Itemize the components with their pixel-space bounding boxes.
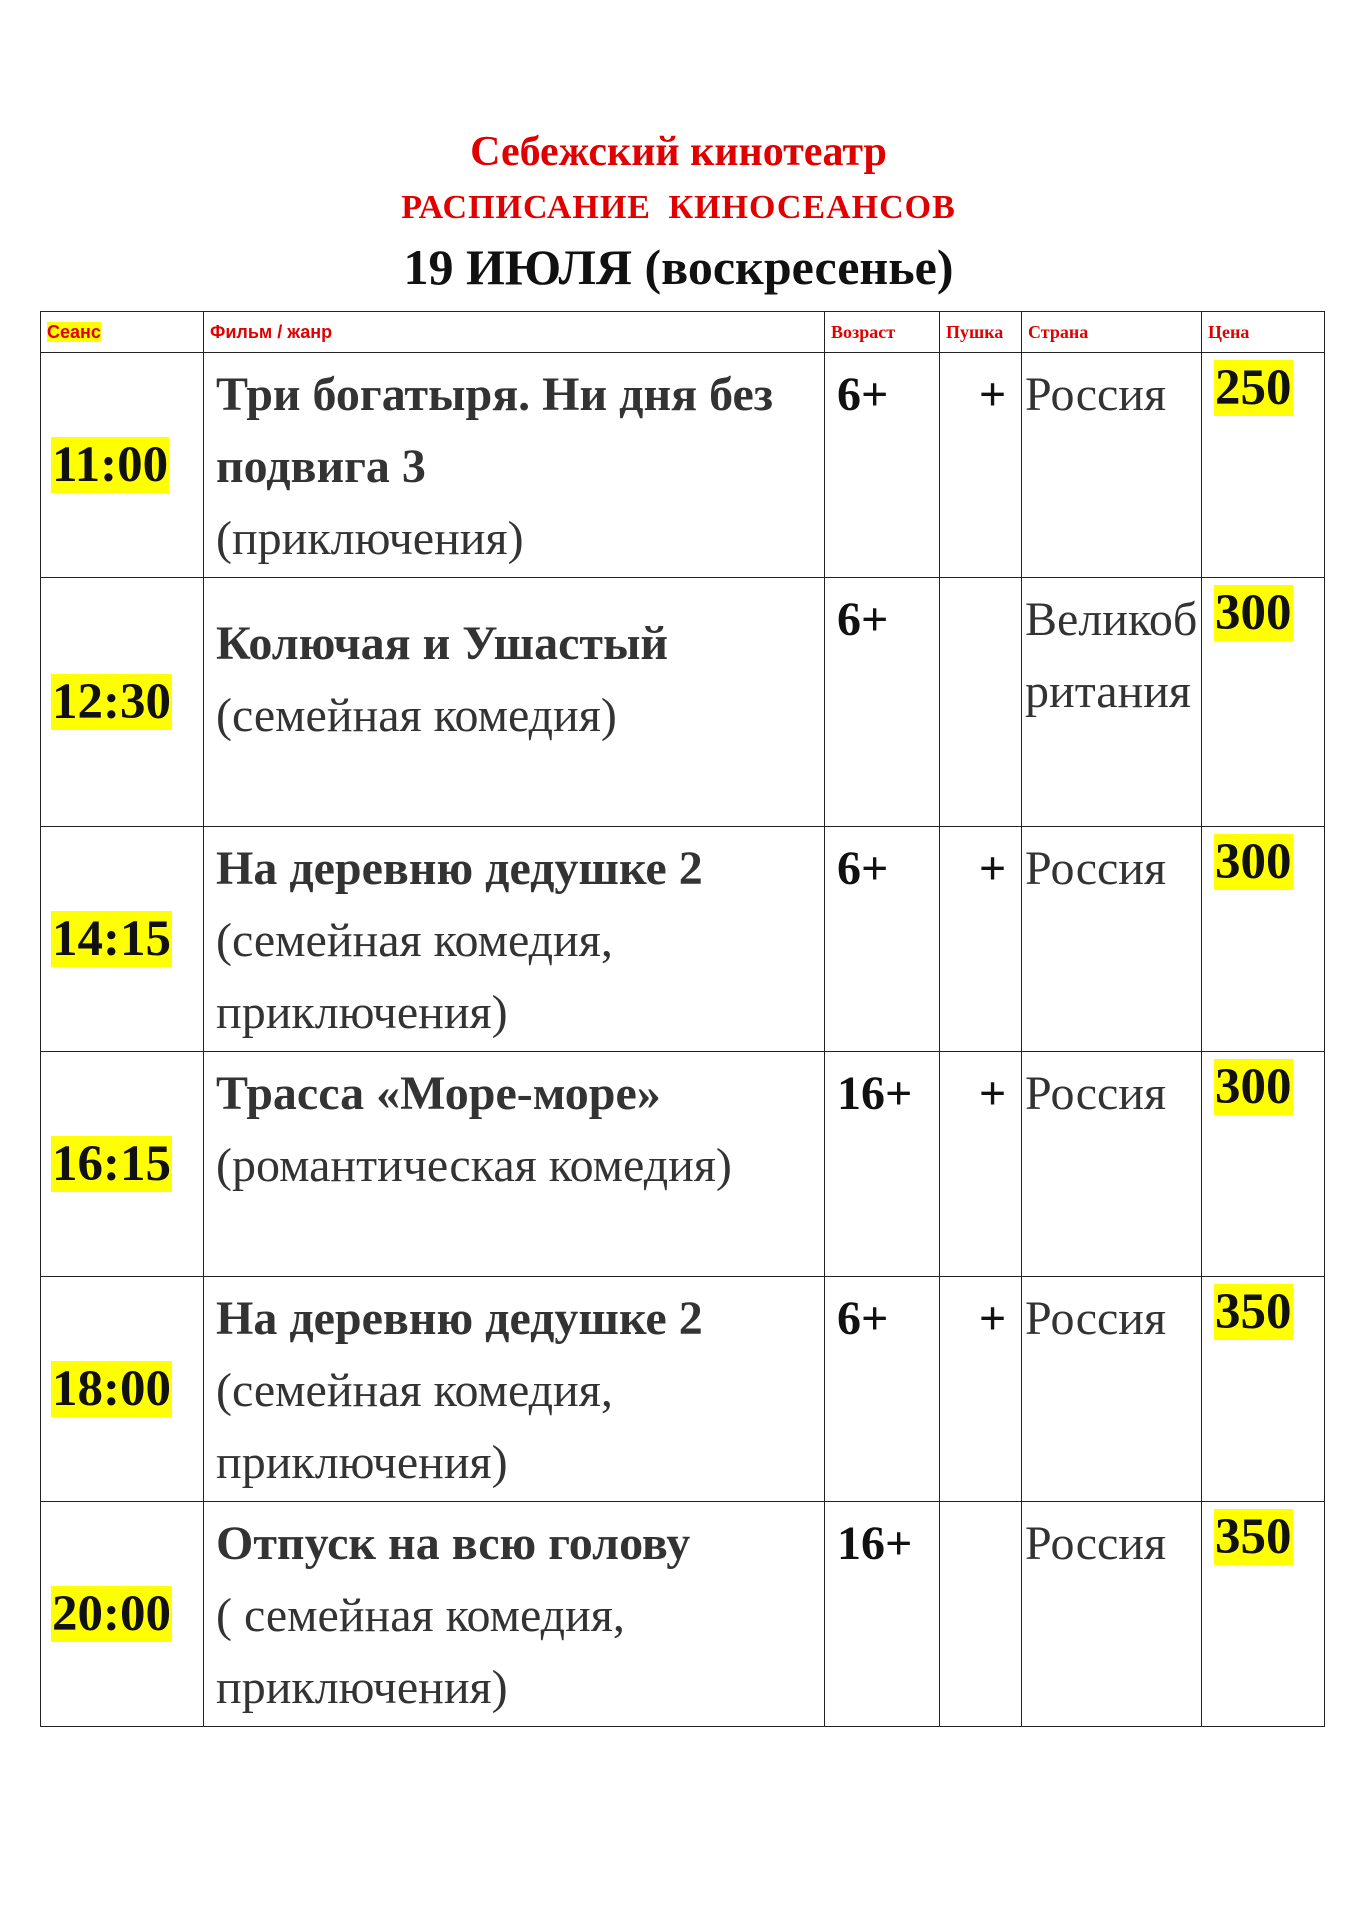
session-time: 14:15 bbox=[41, 827, 204, 1052]
age-rating: 6+ bbox=[825, 827, 940, 1052]
pushkin-card-mark bbox=[940, 1502, 1022, 1727]
ticket-price: 350 bbox=[1202, 1502, 1325, 1727]
ticket-price: 300 bbox=[1202, 827, 1325, 1052]
age-rating: 16+ bbox=[825, 1052, 940, 1277]
session-time: 12:30 bbox=[41, 578, 204, 827]
pushkin-card-mark: + bbox=[940, 827, 1022, 1052]
age-rating: 6+ bbox=[825, 1277, 940, 1502]
film-genre: (семейная комедия, приключения) bbox=[216, 914, 613, 1039]
film-cell bbox=[204, 353, 825, 578]
film-title: На деревню дедушке 2 bbox=[216, 1292, 703, 1345]
table-row bbox=[41, 578, 1325, 827]
table-row bbox=[41, 827, 1325, 1052]
film-genre: (семейная комедия, приключения) bbox=[216, 1364, 613, 1489]
film-cell bbox=[204, 1277, 825, 1502]
session-time: 18:00 bbox=[41, 1277, 204, 1502]
film-genre: (приключения) bbox=[216, 512, 524, 565]
film-cell bbox=[204, 1502, 825, 1727]
table-row bbox=[41, 1502, 1325, 1727]
ticket-price: 250 bbox=[1202, 353, 1325, 578]
table-row bbox=[41, 1277, 1325, 1502]
pushkin-card-mark: + bbox=[940, 1052, 1022, 1277]
ticket-price: 300 bbox=[1202, 1052, 1325, 1277]
film-genre: (семейная комедия) bbox=[216, 689, 617, 742]
film-title: Три богатыря. Ни дня без подвига 3 bbox=[216, 368, 774, 493]
film-cell bbox=[204, 827, 825, 1052]
film-title: На деревню дедушке 2 bbox=[216, 842, 703, 895]
film-country: Великобритания bbox=[1022, 578, 1202, 827]
cinema-name: Себежский кинотеатр bbox=[470, 129, 887, 175]
film-title: Колючая и Ушастый bbox=[216, 617, 669, 670]
film-cell bbox=[204, 1052, 825, 1277]
ticket-price: 300 bbox=[1202, 578, 1325, 827]
age-rating: 6+ bbox=[825, 578, 940, 827]
film-country: Россия bbox=[1022, 1277, 1202, 1502]
table-header-row bbox=[41, 312, 1325, 353]
pushkin-card-mark bbox=[940, 578, 1022, 827]
column-header-pushkin: Пушка bbox=[940, 312, 1022, 353]
film-genre: ( семейная комедия, приключения) bbox=[216, 1589, 625, 1714]
film-cell bbox=[204, 578, 825, 827]
film-country: Россия bbox=[1022, 1052, 1202, 1277]
session-time: 11:00 bbox=[41, 353, 204, 578]
schedule-subtitle: РАСПИСАНИЕ КИНОСЕАНСОВ bbox=[401, 189, 956, 226]
schedule-date: 19 ИЮЛЯ (воскресенье) bbox=[403, 239, 954, 295]
film-genre: (романтическая комедия) bbox=[216, 1139, 732, 1192]
pushkin-card-mark: + bbox=[940, 353, 1022, 578]
table-row bbox=[41, 353, 1325, 578]
age-rating: 6+ bbox=[825, 353, 940, 578]
film-country: Россия bbox=[1022, 1502, 1202, 1727]
age-rating: 16+ bbox=[825, 1502, 940, 1727]
column-header-time: Сеанс bbox=[41, 312, 204, 353]
film-title: Отпуск на всю голову bbox=[216, 1517, 691, 1570]
film-country: Россия bbox=[1022, 353, 1202, 578]
column-header-age: Возраст bbox=[825, 312, 940, 353]
pushkin-card-mark: + bbox=[940, 1277, 1022, 1502]
table-row bbox=[41, 1052, 1325, 1277]
column-header-country: Страна bbox=[1022, 312, 1202, 353]
ticket-price: 350 bbox=[1202, 1277, 1325, 1502]
column-header-film: Фильм / жанр bbox=[204, 312, 825, 353]
session-time: 16:15 bbox=[41, 1052, 204, 1277]
column-header-price: Цена bbox=[1202, 312, 1325, 353]
session-time: 20:00 bbox=[41, 1502, 204, 1727]
schedule-table bbox=[40, 311, 1325, 1727]
film-country: Россия bbox=[1022, 827, 1202, 1052]
film-title: Трасса «Море-море» bbox=[216, 1067, 661, 1120]
